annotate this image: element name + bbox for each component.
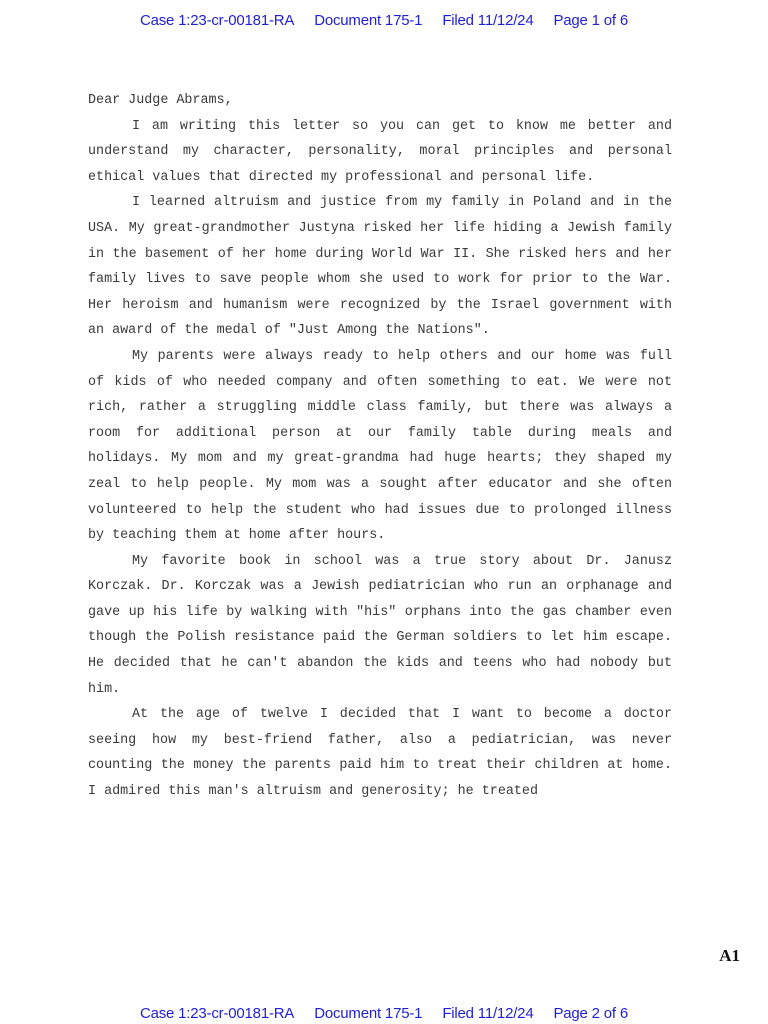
exhibit-label: A1 [719,946,740,965]
paragraph: My favorite book in school was a true story about Dr. Janusz Korczak. Dr. Korczak was a Jewish pediatrician who run an orphanage and gave up his life by walking with "his" orphans into the gas chamber even though the Polish resistance paid the German soldiers to let him escape. He decided that he can't abandon the kids and teens who had nobody but him. [88,553,672,697]
filed-date: Filed 11/12/24 [442,12,534,29]
case-number: Case 1:23-cr-00181-RA [139,12,295,29]
salutation: Dear Judge Abrams, [88,93,233,108]
paragraph: I learned altruism and justice from my family in Poland and in the USA. My great-grandmother Justyna risked her life hiding a Jewish family in the basement of her home during World War II. She risked hers and her family lives to save people whom she used to work for prior to the War. Her heroism and humanism were recognized by the Israel government with an award of the medal of "Just Among the Nations". [88,195,672,339]
page-number: Page 1 of 6 [553,12,628,29]
filed-date: Filed 11/12/24 [442,1005,534,1022]
ecf-footer [0,1005,768,1022]
paragraph: I am writing this letter so you can get to know me better and understand my character, personality, moral principles and personal ethical values that directed my professional and personal life. [88,118,672,185]
paragraph: My parents were always ready to help others and our home was full of kids of who needed company and often something to eat. We were not rich, rather a struggling middle class family, but there was always a room for additional person at our family table during meals and holidays. My mom and my great-grandma had huge hearts; they shaped my zeal to help people. My mom was a sought after educator and she often volunteered to help the student who had issues due to prolonged illness by teaching them at home after hours. [88,348,672,544]
paragraph: At the age of twelve I decided that I want to become a doctor seeing how my best-friend father, also a pediatrician, was never counting the money the parents paid him to treat their children at home. I admired this man's altruism and generosity; he treated [88,707,672,800]
document-number: Document 175-1 [314,12,423,29]
ecf-header [0,12,768,29]
case-number: Case 1:23-cr-00181-RA [139,1005,295,1022]
document-number: Document 175-1 [314,1005,423,1022]
page-number: Page 2 of 6 [553,1005,628,1022]
letter-body [88,88,672,805]
